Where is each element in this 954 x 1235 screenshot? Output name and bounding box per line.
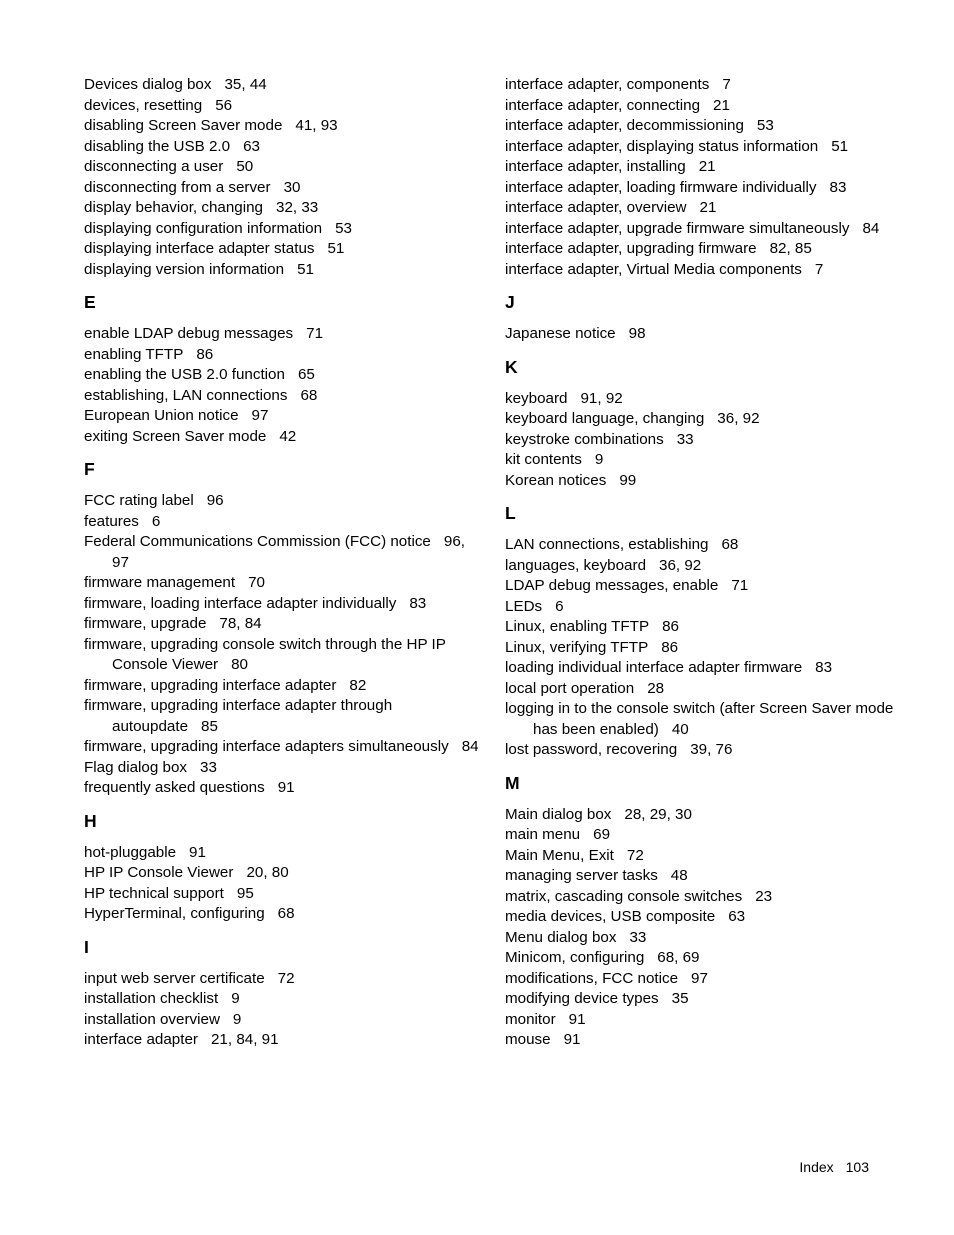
index-entry (505, 679, 905, 700)
index-entry (84, 594, 484, 615)
index-term: HP IP Console Viewer (84, 864, 234, 881)
index-entry (84, 884, 484, 905)
index-letter-heading: K (505, 356, 518, 377)
index-term: LEDs (505, 597, 543, 615)
index-entry (505, 178, 905, 199)
index-entry (84, 1010, 484, 1031)
index-term: interface adapter, overview (505, 199, 687, 216)
index-page-refs: 82, 85 (769, 240, 812, 257)
index-letter-heading: F (84, 459, 95, 479)
index-term: disconnecting a user (84, 158, 224, 175)
index-page-refs: 68 (300, 386, 318, 404)
index-page-refs: 63 (728, 908, 746, 925)
index-page-refs: 56 (215, 96, 233, 114)
index-page-refs: 86 (661, 638, 679, 656)
index-term: firmware, upgrade (84, 615, 207, 632)
index-term: kit contents (505, 451, 582, 468)
index-page-refs: 9 (232, 1010, 242, 1028)
index-term: LAN connections, establishing (505, 536, 709, 553)
index-entry (505, 260, 905, 281)
index-term: European Union notice (84, 407, 239, 424)
index-term: HP technical support (84, 884, 224, 902)
index-entry (505, 239, 905, 260)
index-entry (84, 324, 484, 345)
index-entry (505, 969, 905, 990)
index-page-refs: 53 (335, 219, 352, 237)
index-term: LDAP debug messages, enable (505, 577, 719, 594)
index-page-refs: 51 (327, 240, 345, 257)
index-page-refs: 36, 92 (717, 410, 760, 427)
index-term: displaying version information (84, 260, 285, 278)
index-page-refs: 96 (206, 492, 224, 509)
index-entry (505, 699, 905, 740)
index-entry (84, 512, 484, 533)
index-page-refs: 28, 29, 30 (624, 805, 692, 823)
index-entry (505, 740, 905, 761)
index-entry (505, 137, 905, 158)
index-page-refs: 84 (862, 219, 880, 237)
index-entry (84, 573, 484, 594)
index-page-refs: 30 (283, 178, 301, 196)
index-entry (505, 535, 905, 556)
index-term: loading individual interface adapter firmware (505, 659, 803, 676)
index-column-right (505, 75, 905, 1051)
index-entry (505, 846, 905, 867)
index-entry (84, 239, 484, 260)
index-term: main menu (505, 826, 581, 843)
index-page-refs: 85 (201, 717, 218, 735)
index-term: keystroke combinations (505, 430, 664, 448)
index-page-refs: 51 (831, 137, 849, 155)
index-entry (505, 597, 905, 618)
index-page-refs: 72 (277, 969, 295, 987)
index-page-refs: 32, 33 (276, 199, 319, 216)
index-page-refs: 42 (279, 427, 297, 445)
index-term: displaying interface adapter status (84, 240, 315, 257)
index-entry (84, 178, 484, 199)
index-entry (84, 157, 484, 178)
index-term: devices, resetting (84, 96, 203, 114)
index-page-refs: 7 (722, 76, 731, 93)
index-entry (84, 427, 484, 448)
index-entry (84, 137, 484, 158)
index-entry (505, 805, 905, 826)
index-entry (84, 532, 484, 573)
index-page-refs: 91 (563, 1031, 581, 1048)
index-entry (505, 430, 905, 451)
page-footer (799, 1158, 869, 1176)
index-entry (505, 928, 905, 949)
index-term: modifications, FCC notice (505, 969, 679, 987)
index-entry (505, 1010, 905, 1031)
index-entry (84, 96, 484, 117)
index-page-refs: 33 (629, 928, 647, 946)
index-page-refs: 21 (699, 199, 717, 216)
index-term: disconnecting from a server (84, 178, 271, 196)
index-page-refs: 33 (676, 430, 694, 448)
index-term: installation overview (84, 1010, 220, 1028)
index-entry (84, 75, 484, 96)
index-entry (505, 96, 905, 117)
index-term: keyboard language, changing (505, 410, 705, 427)
index-entry (84, 1030, 484, 1051)
index-term: FCC rating label (84, 492, 194, 509)
index-page-refs: 68 (277, 905, 295, 922)
index-page-refs: 99 (619, 471, 637, 489)
index-entry (84, 635, 484, 676)
index-entry (505, 389, 905, 410)
index-page-refs: 95 (236, 884, 254, 902)
index-letter-heading: M (505, 772, 520, 793)
index-entry (84, 843, 484, 864)
index-term: interface adapter, installing (505, 158, 686, 175)
index-term: interface adapter, decommissioning (505, 117, 744, 134)
index-term: displaying configuration information (84, 219, 323, 237)
index-term: media devices, USB composite (505, 908, 716, 925)
index-term: firmware, upgrading interface adapter (84, 676, 337, 694)
index-term: Japanese notice (505, 325, 616, 342)
index-entry (84, 198, 484, 219)
index-entry (84, 219, 484, 240)
index-letter-heading: E (84, 292, 96, 312)
index-term: enabling TFTP (84, 345, 184, 363)
index-page-refs: 21 (698, 158, 716, 175)
index-page-refs: 21, 84, 91 (210, 1031, 279, 1048)
index-entry (84, 696, 484, 737)
index-entry (505, 198, 905, 219)
index-page-refs: 36, 92 (659, 556, 702, 574)
index-page-refs: 35 (671, 990, 689, 1007)
index-term: interface adapter (84, 1031, 198, 1048)
index-entry (84, 345, 484, 366)
index-page-refs: 6 (151, 512, 161, 530)
index-page-refs: 68, 69 (657, 949, 700, 966)
index-page-refs: 71 (306, 325, 324, 342)
index-term: enabling the USB 2.0 function (84, 366, 285, 383)
index-page-refs: 91, 92 (580, 389, 623, 407)
index-entry (84, 737, 484, 758)
index-page-refs: 65 (297, 366, 315, 383)
index-column-left (84, 75, 484, 1051)
index-page-refs: 40 (671, 720, 689, 738)
index-page-refs: 91 (189, 843, 206, 861)
index-page-refs: 39, 76 (690, 741, 733, 758)
index-page-refs: 69 (593, 826, 611, 843)
index-term: Linux, verifying TFTP (505, 638, 649, 656)
footer-page-number: 103 (845, 1159, 869, 1175)
index-letter-heading: J (505, 292, 515, 312)
index-term: logging in to the console switch (after Screen Saver mode has been enabled) (505, 700, 894, 738)
index-entry (84, 904, 484, 925)
index-page-refs: 91 (277, 779, 295, 796)
index-page-refs: 72 (626, 846, 644, 864)
index-entry (505, 116, 905, 137)
index-term: display behavior, changing (84, 199, 264, 216)
index-term: keyboard (505, 389, 568, 407)
index-page-refs: 9 (594, 451, 604, 468)
index-term: Flag dialog box (84, 758, 188, 776)
index-entry (84, 676, 484, 697)
index-entry (84, 260, 484, 281)
index-term: Main dialog box (505, 805, 612, 823)
index-page-refs: 48 (670, 867, 688, 884)
index-term: establishing, LAN connections (84, 386, 288, 404)
index-page-refs: 7 (814, 260, 824, 278)
index-term: interface adapter, upgrading firmware (505, 240, 757, 257)
index-term: Minicom, configuring (505, 949, 645, 966)
index-page-refs: 86 (662, 618, 679, 635)
index-term: Main Menu, Exit (505, 846, 614, 864)
index-page-refs: 63 (243, 137, 260, 155)
index-term: installation checklist (84, 990, 219, 1007)
index-entry (505, 658, 905, 679)
index-term: features (84, 512, 139, 530)
index-entry (505, 576, 905, 597)
index-term: languages, keyboard (505, 556, 647, 574)
index-entry (505, 948, 905, 969)
index-entry (505, 157, 905, 178)
index-page-refs: 86 (196, 345, 214, 363)
index-term: HyperTerminal, configuring (84, 905, 265, 922)
index-page-refs: 98 (628, 325, 646, 342)
index-entry (505, 1030, 905, 1051)
index-page-refs: 83 (829, 178, 847, 196)
index-entry (84, 614, 484, 635)
index-term: lost password, recovering (505, 741, 678, 758)
index-term: mouse (505, 1031, 551, 1048)
index-entry (84, 758, 484, 779)
index-term: disabling Screen Saver mode (84, 117, 283, 134)
index-page-refs: 33 (200, 758, 217, 776)
index-page-refs: 84 (461, 738, 479, 755)
index-page-refs: 41, 93 (295, 117, 338, 134)
index-entry (505, 638, 905, 659)
index-page-refs: 35, 44 (224, 76, 267, 93)
index-page-refs: 80 (231, 656, 248, 673)
index-page-refs: 97 (691, 969, 708, 987)
index-term: matrix, cascading console switches (505, 887, 743, 905)
index-page-refs: 97 (251, 407, 269, 424)
index-term: frequently asked questions (84, 779, 265, 796)
index-term: firmware, upgrading console switch through the HP IP Console Viewer (84, 635, 446, 673)
index-term: enable LDAP debug messages (84, 325, 294, 342)
index-letter-heading: I (84, 936, 89, 957)
index-page-refs: 21 (713, 96, 730, 114)
index-page-refs: 51 (297, 260, 314, 278)
index-entry (84, 778, 484, 799)
index-term: disabling the USB 2.0 (84, 137, 231, 155)
index-term: interface adapter, components (505, 76, 710, 93)
index-page-refs: 71 (731, 577, 749, 594)
index-term: input web server certificate (84, 969, 265, 987)
index-term: Devices dialog box (84, 76, 212, 93)
index-page-refs: 82 (349, 676, 367, 694)
index-term: interface adapter, loading firmware individually (505, 178, 817, 196)
index-term: interface adapter, Virtual Media components (505, 260, 802, 278)
index-term: firmware management (84, 574, 236, 591)
index-page-refs: 50 (236, 158, 254, 175)
index-page-refs: 20, 80 (246, 864, 289, 881)
index-page-refs: 68 (721, 536, 739, 553)
index-term: firmware, loading interface adapter individually (84, 594, 397, 612)
index-page-refs: 83 (815, 659, 833, 676)
index-entry (84, 969, 484, 990)
footer-label: Index (799, 1159, 834, 1175)
index-term: exiting Screen Saver mode (84, 427, 267, 445)
index-entry (505, 887, 905, 908)
index-term: firmware, upgrading interface adapters simultaneously (84, 738, 449, 755)
index-entry (84, 989, 484, 1010)
index-term: Korean notices (505, 471, 607, 489)
index-entry (84, 406, 484, 427)
index-term: managing server tasks (505, 867, 658, 884)
index-term: Federal Communications Commission (FCC) notice (84, 533, 431, 550)
index-page-refs: 23 (755, 887, 773, 905)
index-entry (505, 471, 905, 492)
index-page-refs: 6 (555, 597, 564, 615)
index-term: Linux, enabling TFTP (505, 618, 650, 635)
index-page-refs: 83 (409, 594, 427, 612)
index-term: monitor (505, 1010, 556, 1028)
index-term: interface adapter, connecting (505, 96, 701, 114)
index-entry (505, 324, 905, 345)
index-term: local port operation (505, 679, 635, 697)
index-entry (505, 989, 905, 1010)
index-entry (84, 365, 484, 386)
index-entry (84, 116, 484, 137)
index-entry (84, 863, 484, 884)
index-page-refs: 78, 84 (219, 615, 262, 632)
index-entry (505, 450, 905, 471)
index-entry (505, 219, 905, 240)
index-page-refs: 28 (647, 679, 665, 697)
index-letter-heading: H (84, 810, 97, 831)
index-term: Menu dialog box (505, 928, 617, 946)
index-term: modifying device types (505, 990, 659, 1007)
index-entry (505, 556, 905, 577)
index-term: hot-pluggable (84, 843, 177, 861)
index-letter-heading: L (505, 503, 516, 523)
index-page-refs: 96, 97 (112, 533, 466, 571)
index-page-refs: 91 (568, 1010, 586, 1028)
index-entry (505, 907, 905, 928)
index-entry (505, 75, 905, 96)
index-entry (505, 409, 905, 430)
index-page-refs: 53 (756, 117, 774, 134)
index-entry (84, 386, 484, 407)
index-page-refs: 9 (231, 990, 240, 1007)
index-page-refs: 70 (248, 574, 265, 591)
index-term: interface adapter, displaying status information (505, 137, 819, 155)
index-entry (84, 491, 484, 512)
index-entry (505, 617, 905, 638)
index-term: interface adapter, upgrade firmware simultaneously (505, 219, 850, 237)
index-entry (505, 825, 905, 846)
index-entry (505, 866, 905, 887)
index-term: firmware, upgrading interface adapter through autoupdate (84, 697, 393, 735)
